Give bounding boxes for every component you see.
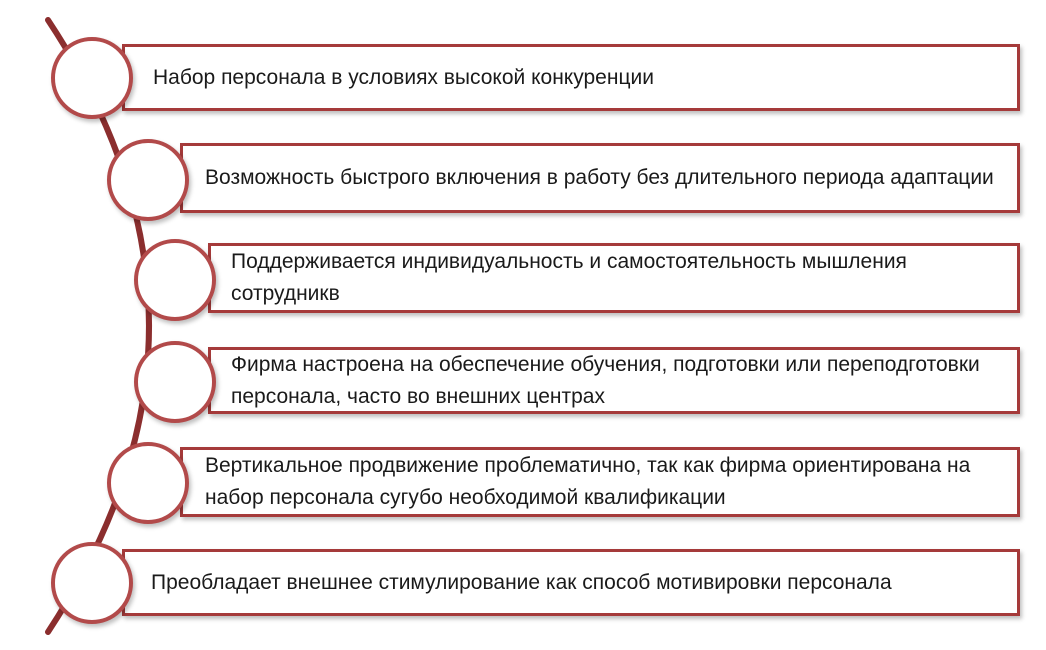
list-item-text: Набор персонала в условиях высокой конкуренции bbox=[153, 65, 654, 89]
list-item bbox=[180, 447, 1020, 517]
list-item bbox=[208, 243, 1020, 313]
bullet-circle bbox=[134, 341, 216, 423]
list-item bbox=[208, 347, 1020, 414]
bullet-circle bbox=[51, 542, 133, 624]
bullet-circle bbox=[134, 239, 216, 321]
list-item-text: Поддерживается индивидуальность и самостоятельность мышления сотрудникв bbox=[231, 250, 907, 305]
bullet-circle bbox=[107, 442, 189, 524]
list-item-text: Вертикальное продвижение проблематично, так как фирма ориентирована на набор персонала сугубо необходимой квалификации bbox=[205, 454, 971, 509]
bullet-circle bbox=[51, 37, 133, 119]
list-item bbox=[122, 44, 1020, 111]
list-item bbox=[180, 143, 1020, 213]
list-item-text: Возможность быстрого включения в работу без длительного периода адаптации bbox=[205, 166, 994, 189]
list-item-text: Преобладает внешнее стимулирование как способ мотивировки персонала bbox=[151, 570, 892, 594]
list-item-text: Фирма настроена на обеспечение обучения, подготовки или переподготовки персонала, часто во внешних центрах bbox=[231, 352, 980, 408]
bullet-circle bbox=[107, 139, 189, 221]
list-item bbox=[122, 549, 1020, 616]
